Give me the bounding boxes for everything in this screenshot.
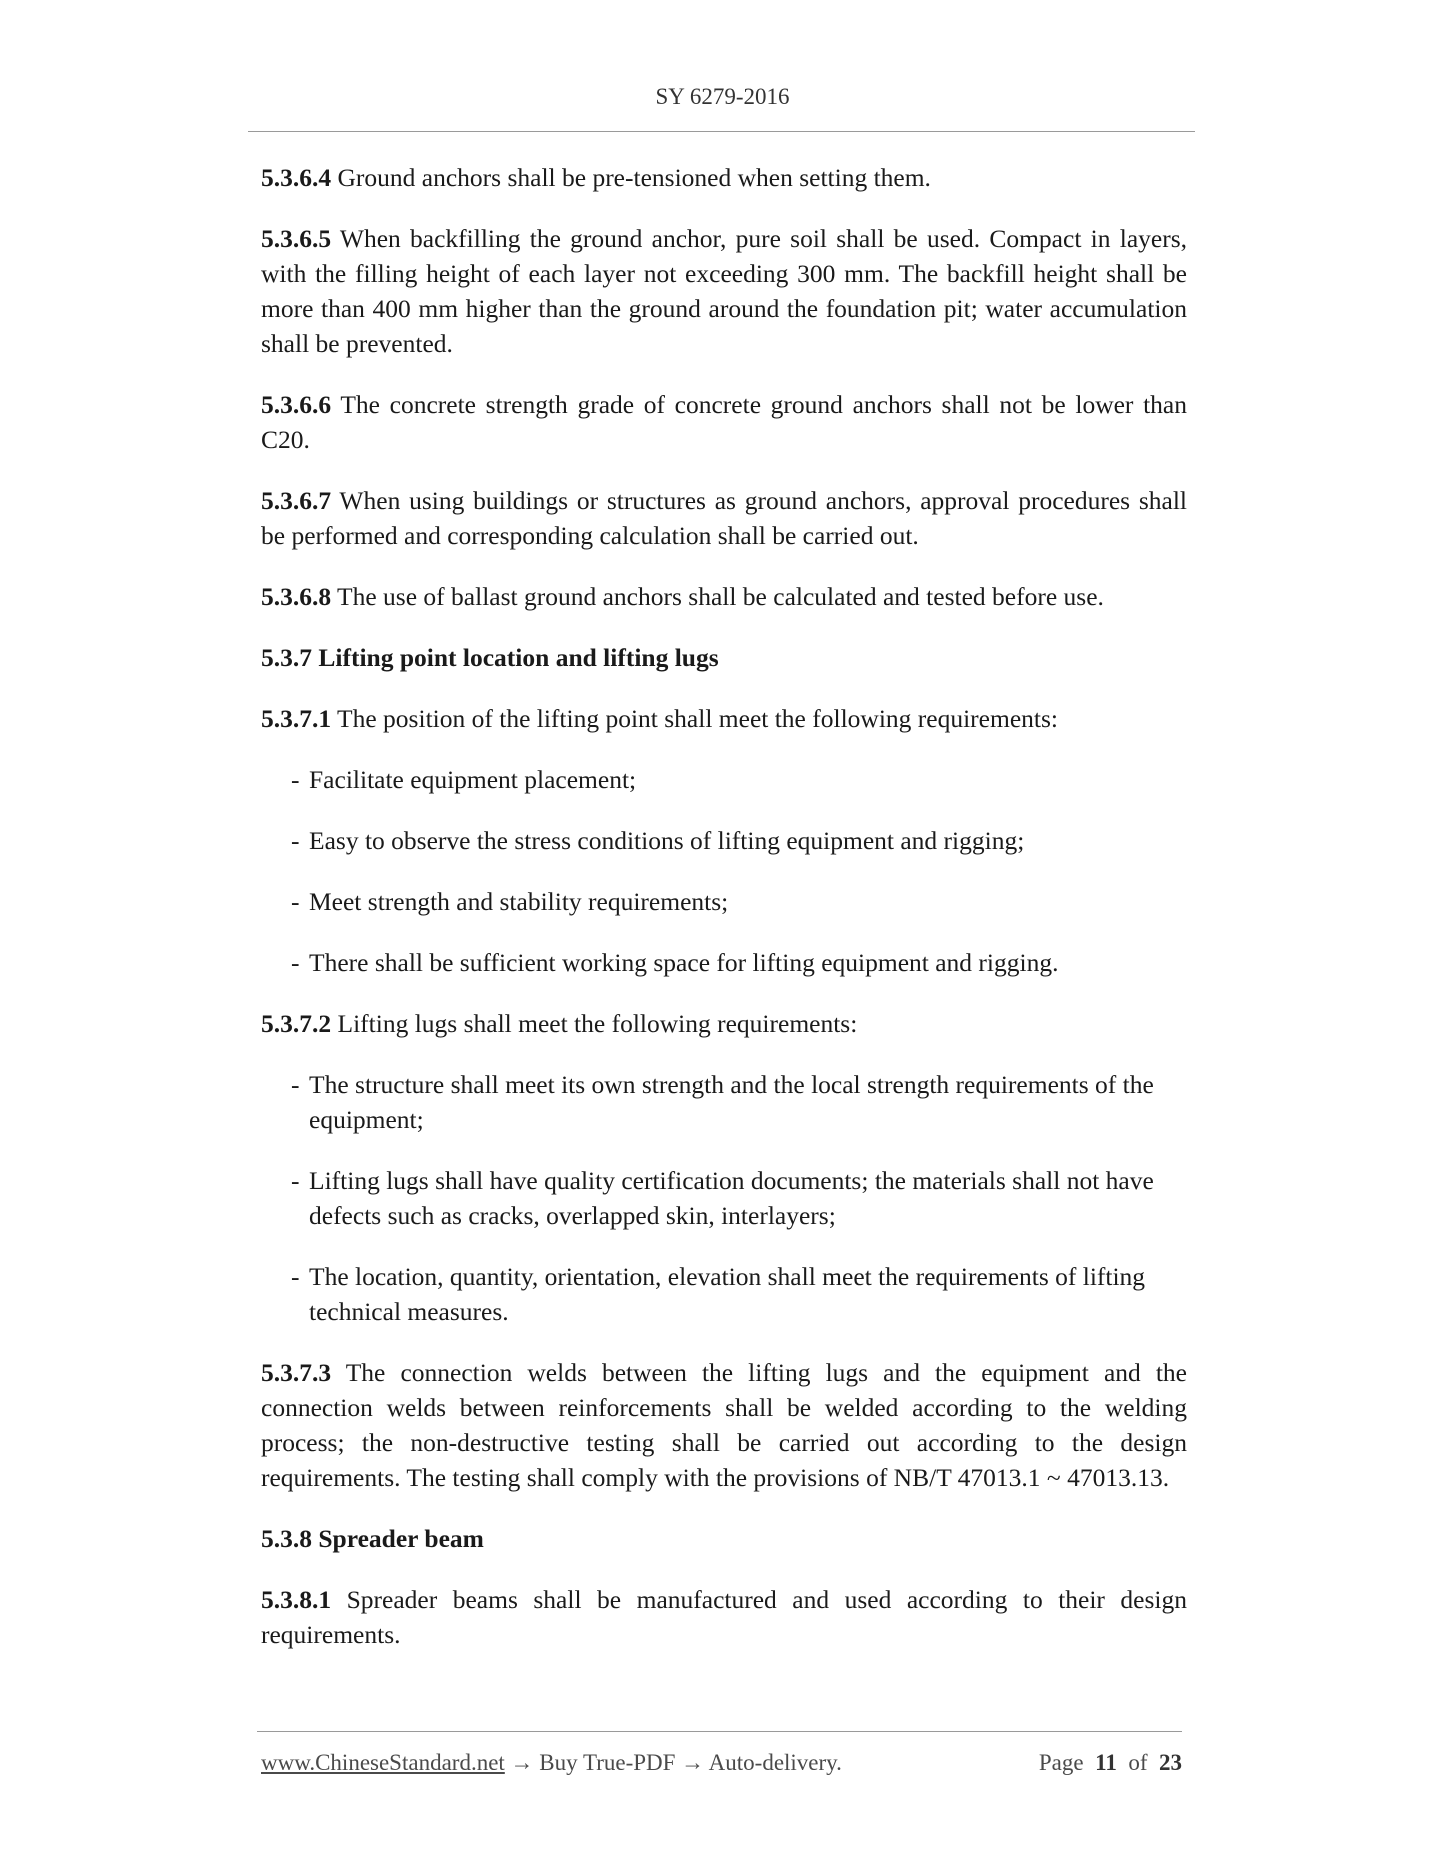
- clause-5-3-7-2: [261, 1006, 1187, 1041]
- list-dash: -: [291, 1262, 300, 1291]
- running-header: SY 6279-2016: [655, 84, 790, 109]
- clause-text: The position of the lifting point shall meet the following requirements:: [331, 704, 1058, 733]
- list-item: [261, 1163, 1187, 1233]
- section-heading-5-3-7: 5.3.7 Lifting point location and lifting lugs: [261, 643, 719, 672]
- list-item: [261, 1259, 1187, 1329]
- document-body: [261, 160, 1187, 1678]
- clause-number: 5.3.6.8: [261, 582, 332, 611]
- list-item-text: Easy to observe the stress conditions of lifting equipment and rigging;: [309, 826, 1025, 855]
- clause-5-3-8-1: [261, 1582, 1187, 1652]
- clause-text: When using buildings or structures as ground anchors, approval procedures shall be performed and corresponding calculation shall be carried out.: [261, 486, 1187, 550]
- list-item: [261, 945, 1187, 980]
- clause-text: Spreader beams shall be manufactured and used according to their design requirements.: [261, 1585, 1187, 1649]
- clause-5-3-6-4: [261, 160, 1187, 195]
- lifting-point-requirements-list: [261, 762, 1187, 980]
- section-heading-5-3-8: 5.3.8 Spreader beam: [261, 1524, 484, 1553]
- list-dash: -: [291, 765, 300, 794]
- list-item-text: The location, quantity, orientation, elevation shall meet the requirements of lifting technical measures.: [309, 1262, 1146, 1326]
- clause-number: 5.3.6.5: [261, 224, 332, 253]
- list-item: [261, 884, 1187, 919]
- clause-text: The concrete strength grade of concrete ground anchors shall not be lower than C20.: [261, 390, 1187, 454]
- list-item-text: Lifting lugs shall have quality certification documents; the materials shall not have defects such as cracks, overlapped skin, interlayers;: [309, 1166, 1154, 1230]
- list-item: [261, 762, 1187, 797]
- page-total: 23: [1159, 1750, 1182, 1775]
- clause-5-3-6-5: [261, 221, 1187, 361]
- clause-text: When backfilling the ground anchor, pure soil shall be used. Compact in layers, with the filling height of each layer not exceeding 300 mm. The backfill height shall be more than 400 mm higher than the ground around the foundation pit; water accumulation shall be prevented.: [261, 224, 1187, 358]
- footer-promo: [261, 1750, 842, 1776]
- clause-number: 5.3.7.3: [261, 1358, 332, 1387]
- list-item-text: Facilitate equipment placement;: [309, 765, 637, 794]
- list-dash: -: [291, 1166, 300, 1195]
- clause-5-3-6-6: [261, 387, 1187, 457]
- page-label: Page: [1038, 1750, 1084, 1775]
- page-current: 11: [1095, 1750, 1117, 1775]
- clause-5-3-6-7: [261, 483, 1187, 553]
- clause-number: 5.3.6.7: [261, 486, 332, 515]
- footer-divider: [257, 1731, 1182, 1732]
- clause-number: 5.3.7.2: [261, 1009, 332, 1038]
- clause-text: The connection welds between the lifting lugs and the equipment and the connection welds between reinforcements shall be welded according to the welding process; the non-destructive testing shall be carried out according to the design requirements. The testing shall comply with the provisions of NB/T 47013.1 ~ 47013.13.: [261, 1358, 1187, 1492]
- clause-5-3-6-8: [261, 579, 1187, 614]
- list-item: [261, 823, 1187, 858]
- footer-promo-text: → Buy True-PDF → Auto-delivery.: [504, 1750, 842, 1775]
- list-item-text: Meet strength and stability requirements;: [309, 887, 729, 916]
- list-dash: -: [291, 1070, 300, 1099]
- list-dash: -: [291, 826, 300, 855]
- list-item: [261, 1067, 1187, 1137]
- clause-number: 5.3.6.4: [261, 163, 332, 192]
- clause-text: The use of ballast ground anchors shall be calculated and tested before use.: [331, 582, 1104, 611]
- list-item-text: The structure shall meet its own strength and the local strength requirements of the equipment;: [309, 1070, 1154, 1134]
- clause-5-3-7-1: [261, 701, 1187, 736]
- list-item-text: There shall be sufficient working space for lifting equipment and rigging.: [309, 948, 1059, 977]
- list-dash: -: [291, 948, 300, 977]
- clause-number: 5.3.8.1: [261, 1585, 332, 1614]
- clause-5-3-7-3: [261, 1355, 1187, 1495]
- page-number: [1039, 1750, 1182, 1776]
- of-label: of: [1128, 1750, 1148, 1775]
- website-link[interactable]: www.ChineseStandard.net: [261, 1750, 505, 1775]
- clause-number: 5.3.6.6: [261, 390, 332, 419]
- clause-text: Ground anchors shall be pre-tensioned when setting them.: [331, 163, 931, 192]
- header-divider: [248, 131, 1195, 132]
- list-dash: -: [291, 887, 300, 916]
- lifting-lug-requirements-list: [261, 1067, 1187, 1329]
- clause-text: Lifting lugs shall meet the following requirements:: [331, 1009, 858, 1038]
- clause-number: 5.3.7.1: [261, 704, 332, 733]
